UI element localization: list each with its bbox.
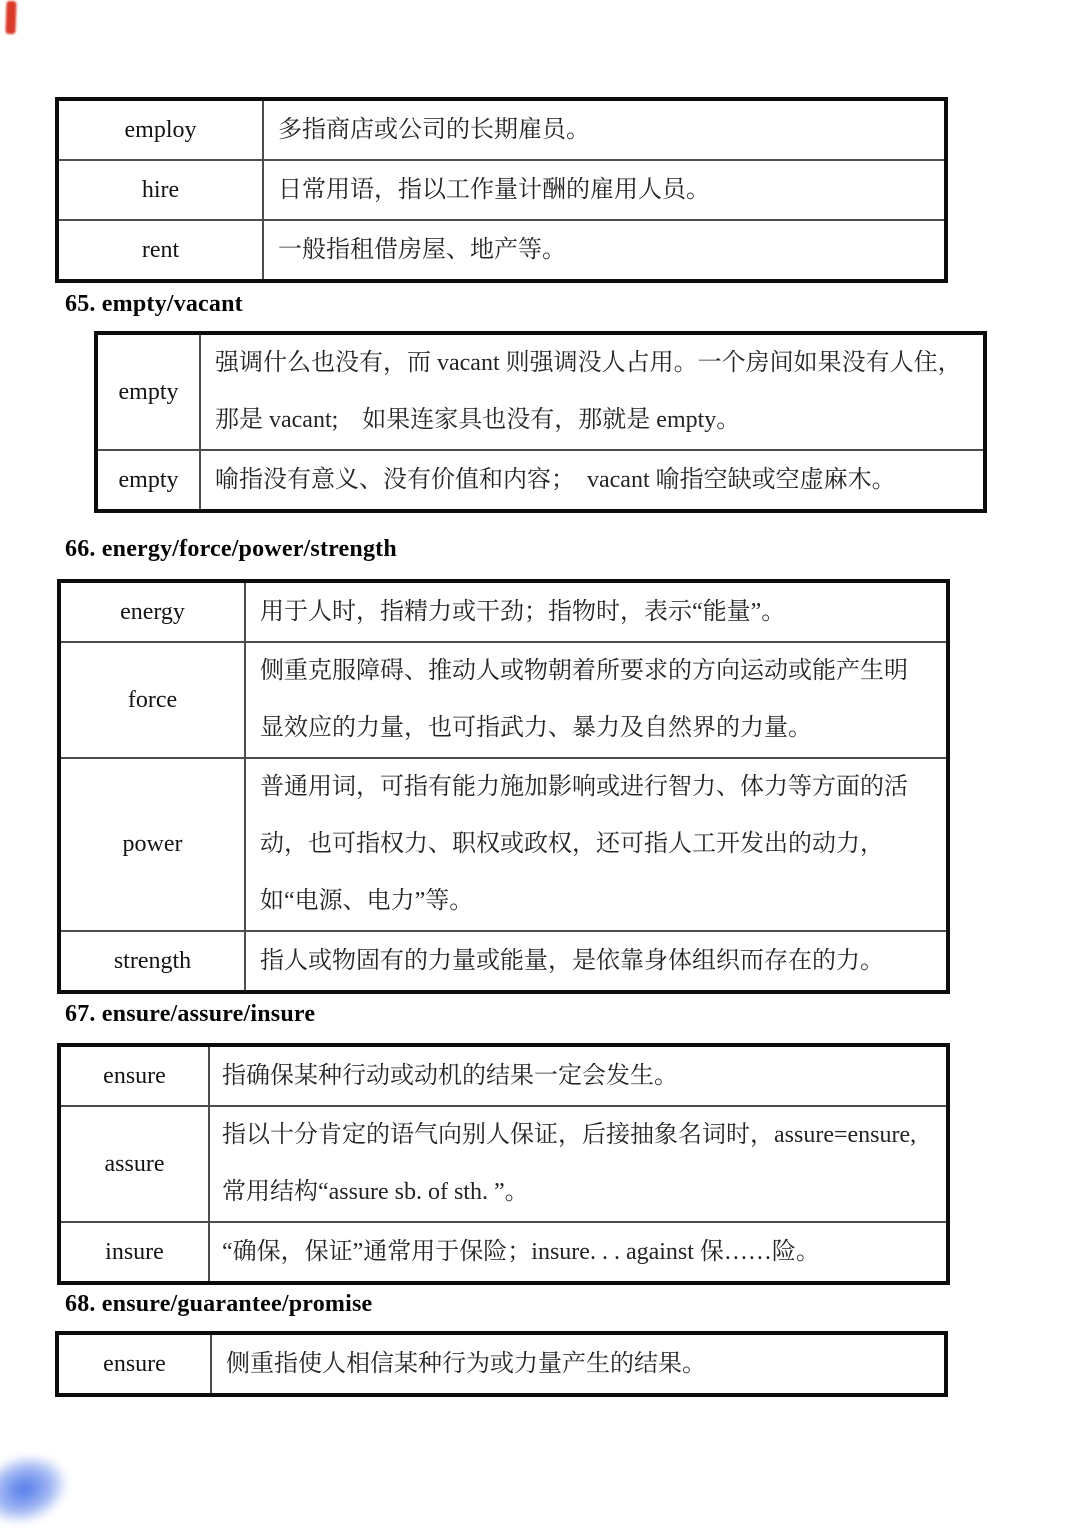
description-cell: “确保，保证”通常用于保险；insure. . . against 保……险。 — [209, 1222, 948, 1283]
term-cell: insure — [59, 1222, 209, 1283]
table-row — [57, 220, 946, 281]
table-row — [59, 758, 948, 931]
table-energy-force-power-strength — [57, 579, 950, 994]
description-cell: 一般指租借房屋、地产等。 — [263, 220, 946, 281]
section-heading-68: 68. ensure/guarantee/promise — [65, 1291, 373, 1317]
table-row — [96, 450, 985, 511]
description-cell: 强调什么也没有，而 vacant 则强调没人占用。一个房间如果没有人住，那是 vacant; 如果连家具也没有，那就是 empty。 — [200, 333, 985, 450]
table-ensure-assure-insure — [57, 1043, 950, 1285]
term-cell: assure — [59, 1106, 209, 1222]
term-cell: force — [59, 642, 245, 758]
term-cell: power — [59, 758, 245, 931]
description-cell: 指确保某种行动或动机的结果一定会发生。 — [209, 1045, 948, 1106]
term-cell: strength — [59, 931, 245, 992]
table-row — [96, 333, 985, 450]
term-cell: hire — [57, 160, 263, 220]
table-row — [59, 642, 948, 758]
table-ensure-guarantee-promise — [55, 1331, 948, 1397]
term-cell: ensure — [57, 1333, 211, 1395]
description-cell: 喻指没有意义、没有价值和内容； vacant 喻指空缺或空虚麻木。 — [200, 450, 985, 511]
table-employ-hire-rent — [55, 97, 948, 283]
table-row — [59, 931, 948, 992]
blue-pen-artifact-mark — [0, 1444, 76, 1531]
description-cell: 指以十分肯定的语气向别人保证，后接抽象名词时，assure=ensure, 常用结构“assure sb. of sth. ”。 — [209, 1106, 948, 1222]
table-row — [59, 1045, 948, 1106]
description-cell: 指人或物固有的力量或能量，是依靠身体组织而存在的力。 — [245, 931, 948, 992]
term-cell: energy — [59, 581, 245, 642]
term-cell: employ — [57, 99, 263, 160]
section-heading-65: 65. empty/vacant — [65, 291, 243, 317]
description-cell: 日常用语，指以工作量计酬的雇用人员。 — [263, 160, 946, 220]
description-cell: 多指商店或公司的长期雇员。 — [263, 99, 946, 160]
term-cell: rent — [57, 220, 263, 281]
section-heading-66: 66. energy/force/power/strength — [65, 536, 397, 562]
table-row — [57, 1333, 946, 1395]
section-heading-67: 67. ensure/assure/insure — [65, 1001, 316, 1027]
table-empty-vacant — [94, 331, 987, 513]
description-cell: 用于人时，指精力或干劲；指物时，表示“能量”。 — [245, 581, 948, 642]
term-cell: empty — [96, 450, 200, 511]
table-row — [59, 581, 948, 642]
red-pen-artifact-mark — [5, 1, 16, 34]
table-row — [57, 99, 946, 160]
term-cell: empty — [96, 333, 200, 450]
description-cell: 侧重克服障碍、推动人或物朝着所要求的方向运动或能产生明显效应的力量，也可指武力、暴力及自然界的力量。 — [245, 642, 948, 758]
description-cell: 普通用词，可指有能力施加影响或进行智力、体力等方面的活动，也可指权力、职权或政权，还可指人工开发出的动力，如“电源、电力”等。 — [245, 758, 948, 931]
table-row — [59, 1106, 948, 1222]
table-row — [59, 1222, 948, 1283]
term-cell: ensure — [59, 1045, 209, 1106]
description-cell: 侧重指使人相信某种行为或力量产生的结果。 — [211, 1333, 946, 1395]
table-row — [57, 160, 946, 220]
